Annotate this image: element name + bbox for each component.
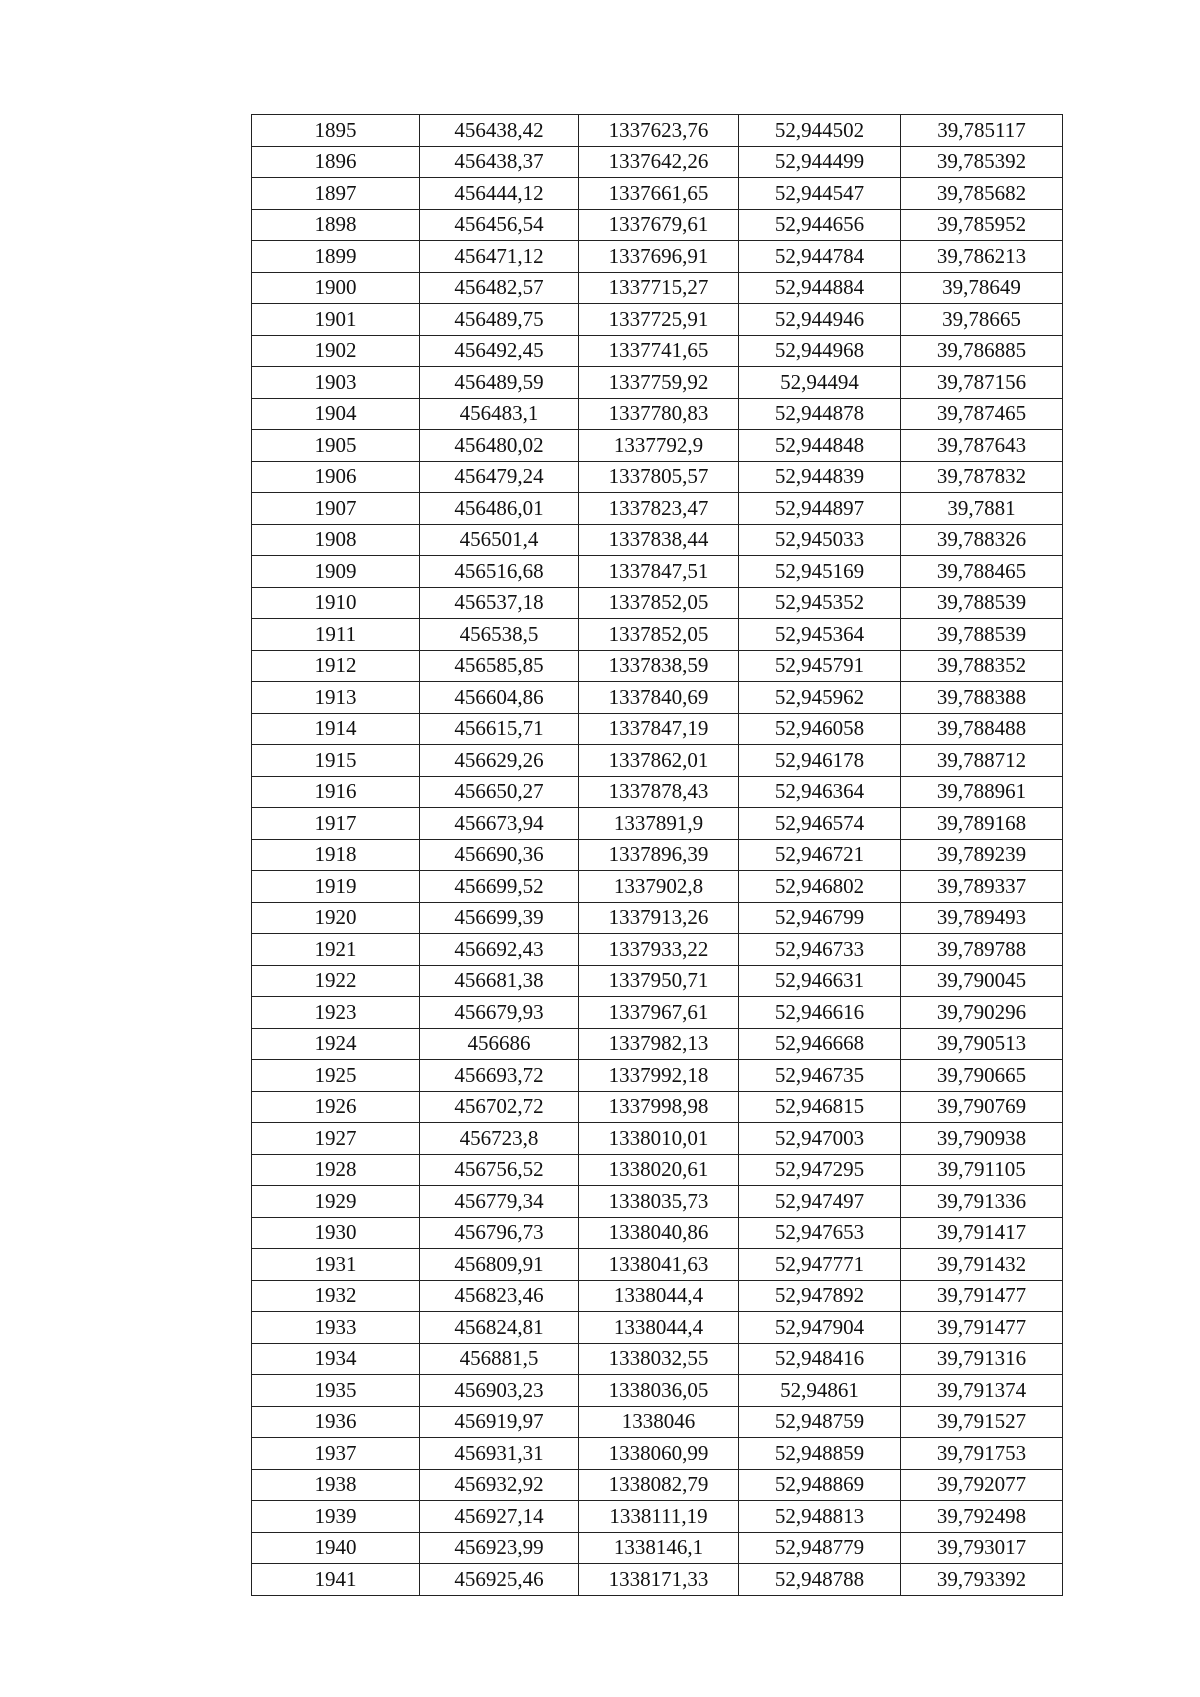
y-coordinate-cell: 1337998,98 bbox=[579, 1091, 739, 1123]
longitude-cell: 39,785117 bbox=[901, 115, 1063, 147]
y-coordinate-cell: 1338041,63 bbox=[579, 1249, 739, 1281]
latitude-cell: 52,944502 bbox=[739, 115, 901, 147]
x-coordinate-cell: 456516,68 bbox=[420, 556, 579, 588]
point-number-cell: 1902 bbox=[252, 335, 420, 367]
x-coordinate-cell: 456756,52 bbox=[420, 1154, 579, 1186]
point-number-cell: 1898 bbox=[252, 209, 420, 241]
point-number-cell: 1896 bbox=[252, 146, 420, 178]
longitude-cell: 39,790513 bbox=[901, 1028, 1063, 1060]
latitude-cell: 52,946799 bbox=[739, 902, 901, 934]
latitude-cell: 52,944946 bbox=[739, 304, 901, 336]
y-coordinate-cell: 1337679,61 bbox=[579, 209, 739, 241]
y-coordinate-cell: 1337878,43 bbox=[579, 776, 739, 808]
table-row bbox=[252, 1532, 1063, 1564]
longitude-cell: 39,788961 bbox=[901, 776, 1063, 808]
longitude-cell: 39,789788 bbox=[901, 934, 1063, 966]
table-row bbox=[252, 808, 1063, 840]
longitude-cell: 39,787465 bbox=[901, 398, 1063, 430]
longitude-cell: 39,789337 bbox=[901, 871, 1063, 903]
point-number-cell: 1930 bbox=[252, 1217, 420, 1249]
point-number-cell: 1909 bbox=[252, 556, 420, 588]
table-row bbox=[252, 367, 1063, 399]
latitude-cell: 52,946631 bbox=[739, 965, 901, 997]
point-number-cell: 1921 bbox=[252, 934, 420, 966]
table-row bbox=[252, 1501, 1063, 1533]
latitude-cell: 52,945169 bbox=[739, 556, 901, 588]
y-coordinate-cell: 1337823,47 bbox=[579, 493, 739, 525]
x-coordinate-cell: 456538,5 bbox=[420, 619, 579, 651]
latitude-cell: 52,947892 bbox=[739, 1280, 901, 1312]
longitude-cell: 39,791527 bbox=[901, 1406, 1063, 1438]
longitude-cell: 39,791374 bbox=[901, 1375, 1063, 1407]
x-coordinate-cell: 456537,18 bbox=[420, 587, 579, 619]
point-number-cell: 1941 bbox=[252, 1564, 420, 1596]
longitude-cell: 39,791477 bbox=[901, 1280, 1063, 1312]
x-coordinate-cell: 456923,99 bbox=[420, 1532, 579, 1564]
longitude-cell: 39,793392 bbox=[901, 1564, 1063, 1596]
longitude-cell: 39,787156 bbox=[901, 367, 1063, 399]
y-coordinate-cell: 1338032,55 bbox=[579, 1343, 739, 1375]
x-coordinate-cell: 456699,39 bbox=[420, 902, 579, 934]
table-row bbox=[252, 902, 1063, 934]
table-row bbox=[252, 398, 1063, 430]
latitude-cell: 52,947771 bbox=[739, 1249, 901, 1281]
x-coordinate-cell: 456699,52 bbox=[420, 871, 579, 903]
x-coordinate-cell: 456585,85 bbox=[420, 650, 579, 682]
latitude-cell: 52,944884 bbox=[739, 272, 901, 304]
latitude-cell: 52,944499 bbox=[739, 146, 901, 178]
y-coordinate-cell: 1337913,26 bbox=[579, 902, 739, 934]
y-coordinate-cell: 1337741,65 bbox=[579, 335, 739, 367]
y-coordinate-cell: 1337623,76 bbox=[579, 115, 739, 147]
x-coordinate-cell: 456931,31 bbox=[420, 1438, 579, 1470]
x-coordinate-cell: 456471,12 bbox=[420, 241, 579, 273]
x-coordinate-cell: 456438,42 bbox=[420, 115, 579, 147]
x-coordinate-cell: 456650,27 bbox=[420, 776, 579, 808]
x-coordinate-cell: 456479,24 bbox=[420, 461, 579, 493]
y-coordinate-cell: 1338082,79 bbox=[579, 1469, 739, 1501]
x-coordinate-cell: 456690,36 bbox=[420, 839, 579, 871]
x-coordinate-cell: 456809,91 bbox=[420, 1249, 579, 1281]
latitude-cell: 52,948416 bbox=[739, 1343, 901, 1375]
y-coordinate-cell: 1337792,9 bbox=[579, 430, 739, 462]
x-coordinate-cell: 456903,23 bbox=[420, 1375, 579, 1407]
x-coordinate-cell: 456686 bbox=[420, 1028, 579, 1060]
point-number-cell: 1914 bbox=[252, 713, 420, 745]
point-number-cell: 1895 bbox=[252, 115, 420, 147]
table-row bbox=[252, 587, 1063, 619]
point-number-cell: 1906 bbox=[252, 461, 420, 493]
y-coordinate-cell: 1338020,61 bbox=[579, 1154, 739, 1186]
y-coordinate-cell: 1337852,05 bbox=[579, 619, 739, 651]
longitude-cell: 39,788388 bbox=[901, 682, 1063, 714]
y-coordinate-cell: 1337840,69 bbox=[579, 682, 739, 714]
table-row bbox=[252, 839, 1063, 871]
y-coordinate-cell: 1338046 bbox=[579, 1406, 739, 1438]
latitude-cell: 52,94861 bbox=[739, 1375, 901, 1407]
table-row bbox=[252, 1249, 1063, 1281]
latitude-cell: 52,945352 bbox=[739, 587, 901, 619]
coordinates-table bbox=[251, 114, 1063, 1596]
point-number-cell: 1917 bbox=[252, 808, 420, 840]
table-row bbox=[252, 1469, 1063, 1501]
table-row bbox=[252, 1154, 1063, 1186]
y-coordinate-cell: 1338044,4 bbox=[579, 1280, 739, 1312]
latitude-cell: 52,946733 bbox=[739, 934, 901, 966]
point-number-cell: 1904 bbox=[252, 398, 420, 430]
x-coordinate-cell: 456681,38 bbox=[420, 965, 579, 997]
longitude-cell: 39,791105 bbox=[901, 1154, 1063, 1186]
x-coordinate-cell: 456456,54 bbox=[420, 209, 579, 241]
latitude-cell: 52,946802 bbox=[739, 871, 901, 903]
point-number-cell: 1925 bbox=[252, 1060, 420, 1092]
point-number-cell: 1915 bbox=[252, 745, 420, 777]
point-number-cell: 1905 bbox=[252, 430, 420, 462]
x-coordinate-cell: 456824,81 bbox=[420, 1312, 579, 1344]
latitude-cell: 52,944968 bbox=[739, 335, 901, 367]
y-coordinate-cell: 1337847,51 bbox=[579, 556, 739, 588]
table-row bbox=[252, 1406, 1063, 1438]
x-coordinate-cell: 456486,01 bbox=[420, 493, 579, 525]
table-row bbox=[252, 335, 1063, 367]
longitude-cell: 39,787643 bbox=[901, 430, 1063, 462]
latitude-cell: 52,948779 bbox=[739, 1532, 901, 1564]
latitude-cell: 52,947295 bbox=[739, 1154, 901, 1186]
x-coordinate-cell: 456629,26 bbox=[420, 745, 579, 777]
table-row bbox=[252, 776, 1063, 808]
longitude-cell: 39,792498 bbox=[901, 1501, 1063, 1533]
longitude-cell: 39,788352 bbox=[901, 650, 1063, 682]
table-row bbox=[252, 713, 1063, 745]
latitude-cell: 52,944784 bbox=[739, 241, 901, 273]
point-number-cell: 1928 bbox=[252, 1154, 420, 1186]
point-number-cell: 1932 bbox=[252, 1280, 420, 1312]
point-number-cell: 1910 bbox=[252, 587, 420, 619]
point-number-cell: 1937 bbox=[252, 1438, 420, 1470]
table-row bbox=[252, 304, 1063, 336]
x-coordinate-cell: 456919,97 bbox=[420, 1406, 579, 1438]
table-row bbox=[252, 430, 1063, 462]
point-number-cell: 1934 bbox=[252, 1343, 420, 1375]
y-coordinate-cell: 1337847,19 bbox=[579, 713, 739, 745]
x-coordinate-cell: 456723,8 bbox=[420, 1123, 579, 1155]
y-coordinate-cell: 1337896,39 bbox=[579, 839, 739, 871]
x-coordinate-cell: 456823,46 bbox=[420, 1280, 579, 1312]
latitude-cell: 52,944897 bbox=[739, 493, 901, 525]
longitude-cell: 39,785392 bbox=[901, 146, 1063, 178]
y-coordinate-cell: 1337950,71 bbox=[579, 965, 739, 997]
x-coordinate-cell: 456673,94 bbox=[420, 808, 579, 840]
y-coordinate-cell: 1337696,91 bbox=[579, 241, 739, 273]
x-coordinate-cell: 456925,46 bbox=[420, 1564, 579, 1596]
longitude-cell: 39,788539 bbox=[901, 587, 1063, 619]
latitude-cell: 52,946058 bbox=[739, 713, 901, 745]
table-row bbox=[252, 1091, 1063, 1123]
y-coordinate-cell: 1337891,9 bbox=[579, 808, 739, 840]
x-coordinate-cell: 456482,57 bbox=[420, 272, 579, 304]
x-coordinate-cell: 456692,43 bbox=[420, 934, 579, 966]
latitude-cell: 52,945962 bbox=[739, 682, 901, 714]
latitude-cell: 52,947904 bbox=[739, 1312, 901, 1344]
x-coordinate-cell: 456489,59 bbox=[420, 367, 579, 399]
latitude-cell: 52,944878 bbox=[739, 398, 901, 430]
table-row bbox=[252, 997, 1063, 1029]
y-coordinate-cell: 1338036,05 bbox=[579, 1375, 739, 1407]
longitude-cell: 39,78649 bbox=[901, 272, 1063, 304]
x-coordinate-cell: 456881,5 bbox=[420, 1343, 579, 1375]
longitude-cell: 39,791432 bbox=[901, 1249, 1063, 1281]
x-coordinate-cell: 456501,4 bbox=[420, 524, 579, 556]
longitude-cell: 39,788488 bbox=[901, 713, 1063, 745]
y-coordinate-cell: 1337715,27 bbox=[579, 272, 739, 304]
y-coordinate-cell: 1337982,13 bbox=[579, 1028, 739, 1060]
y-coordinate-cell: 1337661,65 bbox=[579, 178, 739, 210]
point-number-cell: 1900 bbox=[252, 272, 420, 304]
table-row bbox=[252, 1564, 1063, 1596]
longitude-cell: 39,790665 bbox=[901, 1060, 1063, 1092]
x-coordinate-cell: 456796,73 bbox=[420, 1217, 579, 1249]
y-coordinate-cell: 1337902,8 bbox=[579, 871, 739, 903]
table-row bbox=[252, 1060, 1063, 1092]
point-number-cell: 1926 bbox=[252, 1091, 420, 1123]
longitude-cell: 39,791417 bbox=[901, 1217, 1063, 1249]
x-coordinate-cell: 456679,93 bbox=[420, 997, 579, 1029]
latitude-cell: 52,945033 bbox=[739, 524, 901, 556]
table-row bbox=[252, 871, 1063, 903]
table-row bbox=[252, 115, 1063, 147]
longitude-cell: 39,787832 bbox=[901, 461, 1063, 493]
latitude-cell: 52,944547 bbox=[739, 178, 901, 210]
table-row bbox=[252, 1375, 1063, 1407]
longitude-cell: 39,790938 bbox=[901, 1123, 1063, 1155]
table-row bbox=[252, 1280, 1063, 1312]
y-coordinate-cell: 1337838,59 bbox=[579, 650, 739, 682]
latitude-cell: 52,946668 bbox=[739, 1028, 901, 1060]
table-row bbox=[252, 682, 1063, 714]
point-number-cell: 1907 bbox=[252, 493, 420, 525]
point-number-cell: 1924 bbox=[252, 1028, 420, 1060]
latitude-cell: 52,948813 bbox=[739, 1501, 901, 1533]
latitude-cell: 52,945364 bbox=[739, 619, 901, 651]
y-coordinate-cell: 1337862,01 bbox=[579, 745, 739, 777]
latitude-cell: 52,946178 bbox=[739, 745, 901, 777]
table-row bbox=[252, 1217, 1063, 1249]
x-coordinate-cell: 456693,72 bbox=[420, 1060, 579, 1092]
point-number-cell: 1901 bbox=[252, 304, 420, 336]
latitude-cell: 52,945791 bbox=[739, 650, 901, 682]
latitude-cell: 52,946616 bbox=[739, 997, 901, 1029]
table-row bbox=[252, 461, 1063, 493]
longitude-cell: 39,7881 bbox=[901, 493, 1063, 525]
table-row bbox=[252, 209, 1063, 241]
table-row bbox=[252, 493, 1063, 525]
point-number-cell: 1919 bbox=[252, 871, 420, 903]
y-coordinate-cell: 1337642,26 bbox=[579, 146, 739, 178]
table-row bbox=[252, 1186, 1063, 1218]
latitude-cell: 52,944848 bbox=[739, 430, 901, 462]
y-coordinate-cell: 1337780,83 bbox=[579, 398, 739, 430]
table-row bbox=[252, 650, 1063, 682]
longitude-cell: 39,789239 bbox=[901, 839, 1063, 871]
longitude-cell: 39,788326 bbox=[901, 524, 1063, 556]
longitude-cell: 39,790296 bbox=[901, 997, 1063, 1029]
point-number-cell: 1911 bbox=[252, 619, 420, 651]
point-number-cell: 1908 bbox=[252, 524, 420, 556]
table-row bbox=[252, 146, 1063, 178]
y-coordinate-cell: 1337759,92 bbox=[579, 367, 739, 399]
y-coordinate-cell: 1338010,01 bbox=[579, 1123, 739, 1155]
latitude-cell: 52,946364 bbox=[739, 776, 901, 808]
table-row bbox=[252, 1438, 1063, 1470]
point-number-cell: 1936 bbox=[252, 1406, 420, 1438]
table-row bbox=[252, 556, 1063, 588]
x-coordinate-cell: 456702,72 bbox=[420, 1091, 579, 1123]
x-coordinate-cell: 456927,14 bbox=[420, 1501, 579, 1533]
table-row bbox=[252, 1343, 1063, 1375]
x-coordinate-cell: 456604,86 bbox=[420, 682, 579, 714]
x-coordinate-cell: 456492,45 bbox=[420, 335, 579, 367]
point-number-cell: 1935 bbox=[252, 1375, 420, 1407]
latitude-cell: 52,946574 bbox=[739, 808, 901, 840]
table-row bbox=[252, 1028, 1063, 1060]
latitude-cell: 52,946735 bbox=[739, 1060, 901, 1092]
y-coordinate-cell: 1337805,57 bbox=[579, 461, 739, 493]
longitude-cell: 39,788712 bbox=[901, 745, 1063, 777]
table-row bbox=[252, 619, 1063, 651]
y-coordinate-cell: 1338040,86 bbox=[579, 1217, 739, 1249]
point-number-cell: 1916 bbox=[252, 776, 420, 808]
x-coordinate-cell: 456480,02 bbox=[420, 430, 579, 462]
point-number-cell: 1922 bbox=[252, 965, 420, 997]
point-number-cell: 1923 bbox=[252, 997, 420, 1029]
point-number-cell: 1939 bbox=[252, 1501, 420, 1533]
table-row bbox=[252, 934, 1063, 966]
longitude-cell: 39,791753 bbox=[901, 1438, 1063, 1470]
latitude-cell: 52,947497 bbox=[739, 1186, 901, 1218]
latitude-cell: 52,944839 bbox=[739, 461, 901, 493]
longitude-cell: 39,790045 bbox=[901, 965, 1063, 997]
longitude-cell: 39,791336 bbox=[901, 1186, 1063, 1218]
longitude-cell: 39,785952 bbox=[901, 209, 1063, 241]
longitude-cell: 39,791477 bbox=[901, 1312, 1063, 1344]
x-coordinate-cell: 456615,71 bbox=[420, 713, 579, 745]
y-coordinate-cell: 1337852,05 bbox=[579, 587, 739, 619]
point-number-cell: 1940 bbox=[252, 1532, 420, 1564]
table-row bbox=[252, 241, 1063, 273]
y-coordinate-cell: 1338035,73 bbox=[579, 1186, 739, 1218]
coordinates-table-body bbox=[252, 115, 1063, 1596]
x-coordinate-cell: 456779,34 bbox=[420, 1186, 579, 1218]
y-coordinate-cell: 1337967,61 bbox=[579, 997, 739, 1029]
y-coordinate-cell: 1337992,18 bbox=[579, 1060, 739, 1092]
point-number-cell: 1913 bbox=[252, 682, 420, 714]
latitude-cell: 52,947003 bbox=[739, 1123, 901, 1155]
point-number-cell: 1931 bbox=[252, 1249, 420, 1281]
point-number-cell: 1929 bbox=[252, 1186, 420, 1218]
y-coordinate-cell: 1338171,33 bbox=[579, 1564, 739, 1596]
table-row bbox=[252, 1312, 1063, 1344]
x-coordinate-cell: 456932,92 bbox=[420, 1469, 579, 1501]
longitude-cell: 39,789493 bbox=[901, 902, 1063, 934]
x-coordinate-cell: 456438,37 bbox=[420, 146, 579, 178]
longitude-cell: 39,786213 bbox=[901, 241, 1063, 273]
point-number-cell: 1912 bbox=[252, 650, 420, 682]
latitude-cell: 52,944656 bbox=[739, 209, 901, 241]
point-number-cell: 1918 bbox=[252, 839, 420, 871]
x-coordinate-cell: 456489,75 bbox=[420, 304, 579, 336]
table-row bbox=[252, 524, 1063, 556]
latitude-cell: 52,948869 bbox=[739, 1469, 901, 1501]
latitude-cell: 52,94494 bbox=[739, 367, 901, 399]
y-coordinate-cell: 1337933,22 bbox=[579, 934, 739, 966]
y-coordinate-cell: 1337838,44 bbox=[579, 524, 739, 556]
y-coordinate-cell: 1338111,19 bbox=[579, 1501, 739, 1533]
point-number-cell: 1897 bbox=[252, 178, 420, 210]
point-number-cell: 1920 bbox=[252, 902, 420, 934]
longitude-cell: 39,793017 bbox=[901, 1532, 1063, 1564]
longitude-cell: 39,78665 bbox=[901, 304, 1063, 336]
table-row bbox=[252, 965, 1063, 997]
point-number-cell: 1899 bbox=[252, 241, 420, 273]
point-number-cell: 1938 bbox=[252, 1469, 420, 1501]
latitude-cell: 52,948788 bbox=[739, 1564, 901, 1596]
longitude-cell: 39,786885 bbox=[901, 335, 1063, 367]
table-row bbox=[252, 745, 1063, 777]
table-row bbox=[252, 178, 1063, 210]
latitude-cell: 52,948859 bbox=[739, 1438, 901, 1470]
point-number-cell: 1933 bbox=[252, 1312, 420, 1344]
y-coordinate-cell: 1337725,91 bbox=[579, 304, 739, 336]
latitude-cell: 52,946815 bbox=[739, 1091, 901, 1123]
point-number-cell: 1927 bbox=[252, 1123, 420, 1155]
table-row bbox=[252, 1123, 1063, 1155]
longitude-cell: 39,788465 bbox=[901, 556, 1063, 588]
latitude-cell: 52,948759 bbox=[739, 1406, 901, 1438]
longitude-cell: 39,788539 bbox=[901, 619, 1063, 651]
table-row bbox=[252, 272, 1063, 304]
longitude-cell: 39,785682 bbox=[901, 178, 1063, 210]
longitude-cell: 39,791316 bbox=[901, 1343, 1063, 1375]
y-coordinate-cell: 1338060,99 bbox=[579, 1438, 739, 1470]
x-coordinate-cell: 456444,12 bbox=[420, 178, 579, 210]
point-number-cell: 1903 bbox=[252, 367, 420, 399]
longitude-cell: 39,790769 bbox=[901, 1091, 1063, 1123]
longitude-cell: 39,789168 bbox=[901, 808, 1063, 840]
latitude-cell: 52,946721 bbox=[739, 839, 901, 871]
latitude-cell: 52,947653 bbox=[739, 1217, 901, 1249]
longitude-cell: 39,792077 bbox=[901, 1469, 1063, 1501]
y-coordinate-cell: 1338044,4 bbox=[579, 1312, 739, 1344]
x-coordinate-cell: 456483,1 bbox=[420, 398, 579, 430]
y-coordinate-cell: 1338146,1 bbox=[579, 1532, 739, 1564]
